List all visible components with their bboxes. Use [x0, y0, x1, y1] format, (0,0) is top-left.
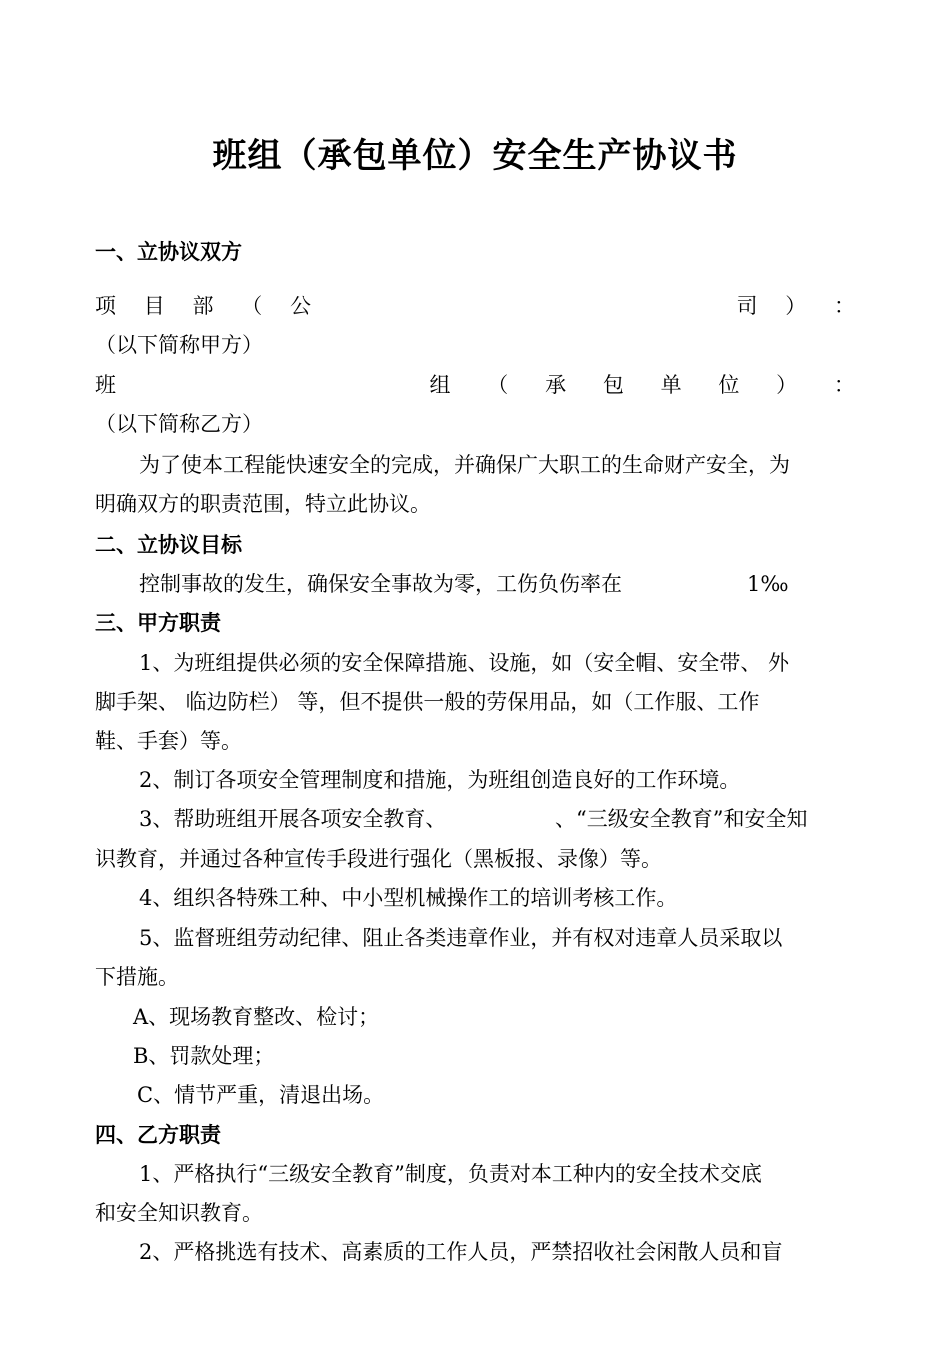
party-a-char: 项 — [95, 294, 116, 318]
section-heading-goal: 二、立协议目标 — [95, 533, 242, 557]
a-duty-1-line-3: 鞋、手套）等。 — [95, 729, 242, 753]
party-a-char: 公 — [290, 294, 311, 318]
party-b-char: ： — [833, 373, 855, 397]
b-duty-2-line-1: 2、严格挑选有技术、高素质的工作人员，严禁招收社会闲散人员和盲 — [139, 1240, 783, 1264]
party-a-note: （以下简称甲方） — [95, 333, 263, 357]
party-b-char: 承 — [545, 373, 567, 397]
party-a-char: 部 — [192, 294, 214, 318]
a-duty-3-part-1: 3、帮助班组开展各项安全教育、 — [139, 807, 447, 831]
party-b-char: （ — [487, 373, 509, 397]
b-duty-1-line-2: 和安全知识教育。 — [95, 1201, 263, 1225]
a-duty-3-part-2: 、“三级安全教育”和安全知 — [555, 807, 808, 831]
party-b-char: 单 — [660, 373, 682, 397]
a-duty-5-line-2: 下措施。 — [95, 965, 179, 989]
section-heading-parties: 一、立协议双方 — [95, 240, 242, 264]
party-b-char: 组 — [429, 373, 451, 397]
section-heading-party-b-duties: 四、乙方职责 — [95, 1123, 221, 1147]
party-b-char: 位 — [718, 373, 740, 397]
b-duty-1-line-1: 1、严格执行“三级安全教育”制度，负责对本工种内的安全技术交底 — [139, 1162, 762, 1186]
a-duty-1-line-2: 脚手架、 临边防栏） 等，但不提供一般的劳保用品，如（工作服、工作 — [95, 690, 760, 714]
a-duty-5-line-1: 5、监督班组劳动纪律、阻止各类违章作业，并有权对违章人员采取以 — [139, 926, 783, 950]
party-a-line — [95, 292, 855, 320]
measure-c: C、情节严重，清退出场。 — [137, 1083, 385, 1107]
party-b-char: ） — [776, 373, 798, 397]
measure-a: A、现场教育整改、检讨； — [133, 1005, 380, 1029]
purpose-line-2: 明确双方的职责范围，特立此协议。 — [95, 492, 431, 516]
purpose-line-1: 为了使本工程能快速安全的完成，并确保广大职工的生命财产安全，为 — [139, 453, 790, 477]
party-b-char: 班 — [95, 373, 116, 397]
section-heading-party-a-duties: 三、甲方职责 — [95, 611, 221, 635]
party-b-char: 包 — [602, 373, 624, 397]
document-title: 班组（承包单位）安全生产协议书 — [212, 136, 738, 176]
blank-space — [153, 371, 393, 399]
party-a-char: （ — [241, 294, 263, 318]
a-duty-3-line-2: 识教育，并通过各种宣传手段进行强化（黑板报、录像）等。 — [95, 847, 662, 871]
party-a-char: 目 — [143, 294, 165, 318]
party-b-line — [95, 371, 855, 399]
party-b-note: （以下简称乙方） — [95, 412, 263, 436]
a-duty-1-line-1: 1、为班组提供必须的安全保障措施、设施，如（安全帽、安全带、 外 — [139, 651, 790, 675]
blank-space — [339, 292, 709, 320]
a-duty-4: 4、组织各特殊工种、中小型机械操作工的培训考核工作。 — [139, 886, 678, 910]
party-a-char: ） — [785, 294, 807, 318]
measure-b: B、罚款处理； — [133, 1044, 275, 1068]
a-duty-2: 2、制订各项安全管理制度和措施，为班组创造良好的工作环境。 — [139, 768, 741, 792]
goal-text: 控制事故的发生，确保安全事故为零，工伤负伤率在 — [139, 572, 622, 596]
party-a-char: ： — [834, 294, 855, 318]
goal-value: 1‰ — [747, 572, 789, 596]
party-a-char: 司 — [736, 294, 758, 318]
